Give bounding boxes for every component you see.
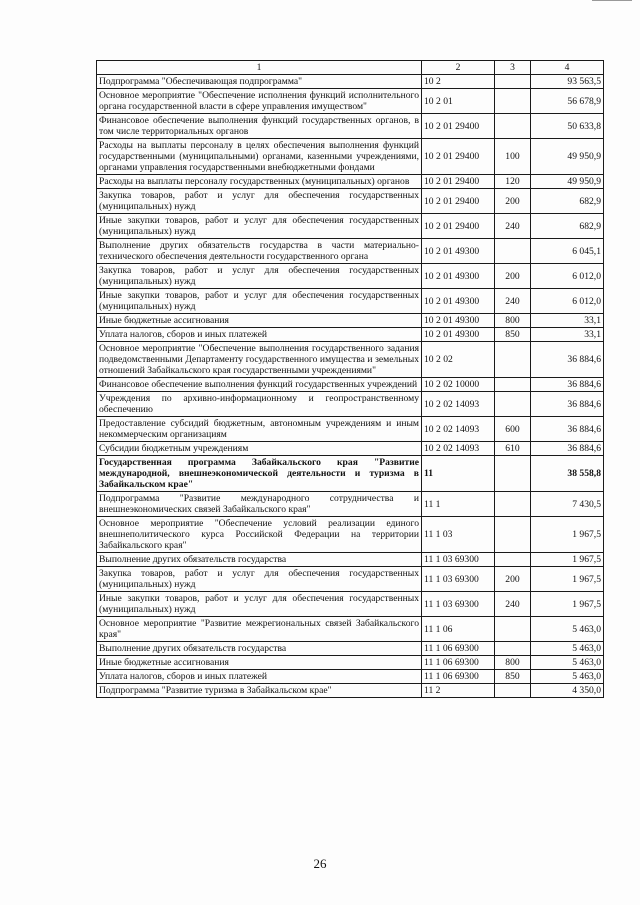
row-code-cell: 10 2 02 14093 [422, 417, 495, 442]
row-type-cell: 200 [495, 189, 531, 214]
table-row [97, 517, 604, 553]
row-name-cell: Иные закупки товаров, работ и услуг для обеспечения государственных (муниципальных) нужд [97, 214, 422, 239]
row-type-cell [495, 517, 531, 553]
row-sum-cell: 33,1 [531, 328, 604, 342]
row-code-cell: 11 1 06 [422, 617, 495, 642]
row-name-cell: Выполнение других обязательств государства в части материально-технического обеспечения деятельности государственного органа [97, 239, 422, 264]
row-code-cell: 11 1 03 69300 [422, 553, 495, 567]
table-row [97, 684, 604, 698]
row-sum-cell: 1 967,5 [531, 567, 604, 592]
row-type-cell: 600 [495, 417, 531, 442]
header-col-sum: 4 [531, 61, 604, 75]
row-type-cell: 850 [495, 670, 531, 684]
row-code-cell: 10 2 01 49300 [422, 314, 495, 328]
table-row [97, 189, 604, 214]
row-type-cell [495, 553, 531, 567]
table-row [97, 617, 604, 642]
row-type-cell: 200 [495, 264, 531, 289]
row-code-cell: 11 1 03 [422, 517, 495, 553]
table-row [97, 139, 604, 175]
row-type-cell: 610 [495, 442, 531, 456]
row-type-cell [495, 75, 531, 89]
row-code-cell: 10 2 01 49300 [422, 289, 495, 314]
table-row [97, 114, 604, 139]
row-sum-cell: 33,1 [531, 314, 604, 328]
row-sum-cell: 36 884,6 [531, 342, 604, 378]
row-name-cell: Уплата налогов, сборов и иных платежей [97, 670, 422, 684]
row-sum-cell: 682,9 [531, 214, 604, 239]
row-name-cell: Подпрограмма "Обеспечивающая подпрограмма" [97, 75, 422, 89]
table-row [97, 89, 604, 114]
page-number: 26 [313, 856, 327, 871]
row-name-cell: Иные закупки товаров, работ и услуг для обеспечения государственных (муниципальных) нужд [97, 592, 422, 617]
row-code-cell: 10 2 02 14093 [422, 442, 495, 456]
row-sum-cell: 56 678,9 [531, 89, 604, 114]
row-name-cell: Выполнение других обязательств государства [97, 642, 422, 656]
row-sum-cell: 36 884,6 [531, 392, 604, 417]
row-name-cell: Расходы на выплаты персоналу государственных (муниципальных) органов [97, 175, 422, 189]
row-code-cell: 10 2 01 29400 [422, 214, 495, 239]
row-type-cell: 120 [495, 175, 531, 189]
budget-table [96, 60, 604, 698]
row-sum-cell: 50 633,8 [531, 114, 604, 139]
table-row [97, 239, 604, 264]
table-row [97, 392, 604, 417]
header-col-type: 3 [495, 61, 531, 75]
row-code-cell: 11 [422, 456, 495, 492]
row-code-cell: 11 1 06 69300 [422, 656, 495, 670]
row-code-cell: 10 2 02 14093 [422, 392, 495, 417]
row-sum-cell: 4 350,0 [531, 684, 604, 698]
row-name-cell: Основное мероприятие "Развитие межрегиональных связей Забайкальского края" [97, 617, 422, 642]
table-row [97, 642, 604, 656]
row-name-cell: Субсидии бюджетным учреждениям [97, 442, 422, 456]
row-type-cell [495, 392, 531, 417]
row-name-cell: Основное мероприятие "Обеспечение выполнения государственного задания подведомственными Департаменту государственного имущества и земельных отношений Забайкальского края государственными учреждениями" [97, 342, 422, 378]
table-row [97, 456, 604, 492]
row-type-cell [495, 617, 531, 642]
row-name-cell: Подпрограмма "Развитие международного сотрудничества и внешнеэкономических связей Забайкальского края" [97, 492, 422, 517]
table-row [97, 670, 604, 684]
row-sum-cell: 5 463,0 [531, 642, 604, 656]
row-name-cell: Расходы на выплаты персоналу в целях обеспечения выполнения функций государственными (муниципальными) органами, казенными учреждениями, органами управления государственными внебюджетными фондами [97, 139, 422, 175]
row-code-cell: 10 2 02 [422, 342, 495, 378]
row-name-cell: Основное мероприятие "Обеспечение исполнения функций исполнительного органа государственной власти в сфере управления имуществом" [97, 89, 422, 114]
row-name-cell: Основное мероприятие "Обеспечение условий реализации единого внешнеполитического курса Российской Федерации на территории Забайкальского края" [97, 517, 422, 553]
row-sum-cell: 36 884,6 [531, 378, 604, 392]
row-code-cell: 11 1 06 69300 [422, 670, 495, 684]
row-sum-cell: 1 967,5 [531, 517, 604, 553]
row-type-cell: 800 [495, 656, 531, 670]
row-type-cell: 240 [495, 289, 531, 314]
row-code-cell: 10 2 01 49300 [422, 239, 495, 264]
row-code-cell: 11 1 06 69300 [422, 642, 495, 656]
table-row [97, 567, 604, 592]
row-type-cell [495, 239, 531, 264]
row-name-cell: Государственная программа Забайкальского края "Развитие международной, внешнеэкономической деятельности и туризма в Забайкальском крае" [97, 456, 422, 492]
table-row [97, 592, 604, 617]
row-code-cell: 10 2 01 29400 [422, 114, 495, 139]
row-sum-cell: 6 045,1 [531, 239, 604, 264]
table-row [97, 328, 604, 342]
row-sum-cell: 38 558,8 [531, 456, 604, 492]
row-sum-cell: 1 967,5 [531, 592, 604, 617]
table-row [97, 417, 604, 442]
row-type-cell [495, 642, 531, 656]
table-row [97, 314, 604, 328]
row-type-cell: 240 [495, 592, 531, 617]
row-name-cell: Финансовое обеспечение выполнения функций государственных органов, в том числе территориальных органов [97, 114, 422, 139]
row-sum-cell: 6 012,0 [531, 289, 604, 314]
row-name-cell: Выполнение других обязательств государства [97, 553, 422, 567]
row-name-cell: Закупка товаров, работ и услуг для обеспечения государственных (муниципальных) нужд [97, 189, 422, 214]
row-type-cell [495, 89, 531, 114]
row-type-cell [495, 378, 531, 392]
row-name-cell: Иные бюджетные ассигнования [97, 656, 422, 670]
header-col-code: 2 [422, 61, 495, 75]
table-row [97, 378, 604, 392]
table-row [97, 656, 604, 670]
row-sum-cell: 5 463,0 [531, 656, 604, 670]
row-code-cell: 10 2 01 29400 [422, 139, 495, 175]
row-sum-cell: 7 430,5 [531, 492, 604, 517]
row-sum-cell: 49 950,9 [531, 139, 604, 175]
table-row [97, 289, 604, 314]
row-name-cell: Закупка товаров, работ и услуг для обеспечения государственных (муниципальных) нужд [97, 567, 422, 592]
header-col-name: 1 [97, 61, 422, 75]
row-name-cell: Иные закупки товаров, работ и услуг для обеспечения государственных (муниципальных) нужд [97, 289, 422, 314]
row-code-cell: 11 1 03 69300 [422, 567, 495, 592]
row-name-cell: Иные бюджетные ассигнования [97, 314, 422, 328]
row-type-cell: 850 [495, 328, 531, 342]
row-code-cell: 10 2 01 [422, 89, 495, 114]
table-row [97, 342, 604, 378]
row-type-cell [495, 492, 531, 517]
row-sum-cell: 5 463,0 [531, 670, 604, 684]
row-sum-cell: 682,9 [531, 189, 604, 214]
row-sum-cell: 36 884,6 [531, 417, 604, 442]
table-header-row [97, 61, 604, 75]
table-row [97, 264, 604, 289]
row-sum-cell: 36 884,6 [531, 442, 604, 456]
table-row [97, 175, 604, 189]
row-name-cell: Уплата налогов, сборов и иных платежей [97, 328, 422, 342]
row-sum-cell: 93 563,5 [531, 75, 604, 89]
row-type-cell [495, 684, 531, 698]
row-name-cell: Подпрограмма "Развитие туризма в Забайкальском крае" [97, 684, 422, 698]
row-code-cell: 11 1 03 69300 [422, 592, 495, 617]
table-row [97, 553, 604, 567]
row-code-cell: 10 2 [422, 75, 495, 89]
row-sum-cell: 6 012,0 [531, 264, 604, 289]
row-type-cell: 200 [495, 567, 531, 592]
row-type-cell: 100 [495, 139, 531, 175]
row-type-cell: 240 [495, 214, 531, 239]
table-row [97, 442, 604, 456]
row-code-cell: 11 1 [422, 492, 495, 517]
row-name-cell: Предоставление субсидий бюджетным, автономным учреждениям и иным некоммерческим организациям [97, 417, 422, 442]
row-code-cell: 11 2 [422, 684, 495, 698]
table-row [97, 214, 604, 239]
row-code-cell: 10 2 01 49300 [422, 264, 495, 289]
row-type-cell: 800 [495, 314, 531, 328]
row-sum-cell: 1 967,5 [531, 553, 604, 567]
row-code-cell: 10 2 01 29400 [422, 175, 495, 189]
row-type-cell [495, 456, 531, 492]
row-sum-cell: 49 950,9 [531, 175, 604, 189]
scan-edge-line [592, 0, 632, 1]
row-name-cell: Учреждения по архивно-информационному и геопространственному обеспечению [97, 392, 422, 417]
table-row [97, 75, 604, 89]
row-name-cell: Закупка товаров, работ и услуг для обеспечения государственных (муниципальных) нужд [97, 264, 422, 289]
row-name-cell: Финансовое обеспечение выполнения функций государственных учреждений [97, 378, 422, 392]
row-code-cell: 10 2 01 29400 [422, 189, 495, 214]
row-type-cell [495, 342, 531, 378]
row-type-cell [495, 114, 531, 139]
row-code-cell: 10 2 02 10000 [422, 378, 495, 392]
row-sum-cell: 5 463,0 [531, 617, 604, 642]
table-row [97, 492, 604, 517]
table-body [97, 75, 604, 698]
row-code-cell: 10 2 01 49300 [422, 328, 495, 342]
